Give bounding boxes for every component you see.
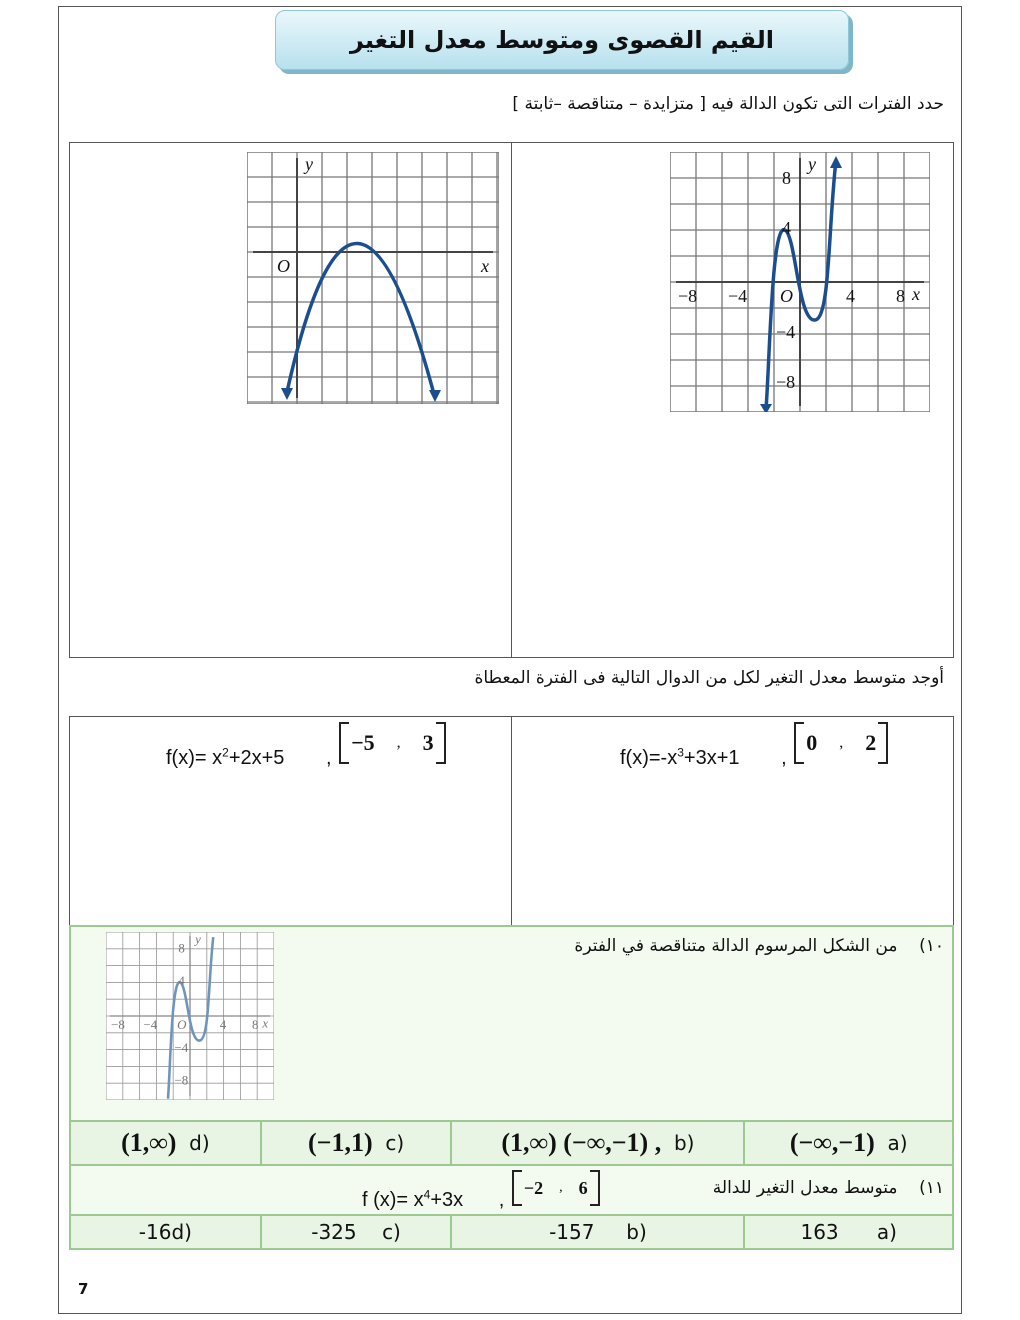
q10-x-tick: 4 bbox=[219, 1016, 227, 1032]
fn-exponent: 3 bbox=[677, 745, 684, 760]
option-value: -157 bbox=[549, 1220, 595, 1244]
cubic-x-tick: 4 bbox=[846, 286, 855, 306]
q11-options bbox=[69, 1214, 954, 1250]
option-letter: b) bbox=[626, 1220, 647, 1244]
q10-text: من الشكل المرسوم الدالة متناقصة في الفترة bbox=[574, 936, 898, 956]
parabola-y-label: y bbox=[305, 154, 313, 174]
cubic-y-tick: −4 bbox=[776, 322, 796, 342]
option-value: (−∞,−1) bbox=[789, 1128, 875, 1157]
option-value: -325 bbox=[311, 1220, 357, 1244]
q11-function bbox=[362, 1170, 602, 1212]
interval-sep: , bbox=[839, 734, 844, 751]
q10-x-tick: −4 bbox=[143, 1016, 158, 1032]
option-value: -16 bbox=[138, 1220, 172, 1244]
interval-start: 0 bbox=[806, 730, 818, 755]
right-function bbox=[620, 722, 890, 770]
fn-text: f(x)= x bbox=[166, 747, 223, 769]
cubic-y-tick: −8 bbox=[776, 372, 796, 392]
fn-text: +3x+1 bbox=[683, 747, 740, 769]
cubic-x-tick: −8 bbox=[678, 286, 698, 306]
cubic-x-tick: 8 bbox=[896, 286, 905, 306]
parabola-x-label: x bbox=[481, 256, 489, 276]
option-value: 163 bbox=[800, 1220, 839, 1244]
q11-text: متوسط معدل التغير للدالة bbox=[712, 1178, 898, 1198]
q10-y-tick: 8 bbox=[178, 940, 185, 956]
interval-end: 2 bbox=[865, 730, 877, 755]
q11-option-d[interactable] bbox=[71, 1216, 260, 1248]
q10-y-tick: −8 bbox=[174, 1072, 189, 1088]
q11-option-a[interactable] bbox=[743, 1216, 952, 1248]
interval-sep: , bbox=[559, 1180, 563, 1195]
q10-number: ١٠) bbox=[919, 936, 944, 956]
left-interval bbox=[337, 722, 448, 764]
fn-text: +3x bbox=[430, 1189, 464, 1211]
q11-number: ١١) bbox=[919, 1178, 944, 1198]
option-letter: b) bbox=[673, 1131, 695, 1155]
q10-options bbox=[69, 1120, 954, 1166]
fn-exponent: 2 bbox=[222, 745, 229, 760]
cubic-y-tick: 8 bbox=[782, 168, 791, 188]
q10-y-label: y bbox=[195, 932, 201, 947]
instruction-average-rate: أوجد متوسط معدل التغير لكل من الدوال التالية فى الفترة المعطاة bbox=[474, 668, 944, 688]
q10-option-b[interactable] bbox=[450, 1122, 743, 1164]
q11-option-c[interactable] bbox=[260, 1216, 451, 1248]
option-value: (1,∞) (−∞,−1) , bbox=[501, 1128, 662, 1157]
fn-exponent: 4 bbox=[423, 1187, 431, 1202]
q10-y-tick: −4 bbox=[174, 1040, 189, 1056]
page-number: 7 bbox=[78, 1280, 89, 1298]
q10-option-a[interactable] bbox=[743, 1122, 952, 1164]
cubic-graph bbox=[670, 152, 930, 412]
interval-start: −2 bbox=[523, 1177, 544, 1198]
fn-comma: , bbox=[498, 1189, 505, 1211]
q10-option-c[interactable] bbox=[260, 1122, 451, 1164]
interval-start: −5 bbox=[351, 730, 375, 755]
q11-option-b[interactable] bbox=[450, 1216, 743, 1248]
right-interval bbox=[792, 722, 890, 764]
fn-text: f(x)=-x bbox=[620, 747, 678, 769]
q10-y-tick: 4 bbox=[178, 972, 185, 988]
option-value: (1,∞) bbox=[121, 1128, 177, 1157]
interval-sep: , bbox=[396, 734, 401, 751]
interval-end: 3 bbox=[422, 730, 434, 755]
parabola-graph bbox=[247, 152, 499, 404]
option-letter: a) bbox=[887, 1131, 908, 1155]
cubic-y-label: y bbox=[808, 154, 816, 174]
fn-text: f (x)= x bbox=[362, 1189, 424, 1211]
q11-prompt bbox=[660, 1178, 944, 1198]
q10-x-tick: −8 bbox=[111, 1016, 125, 1032]
q10-origin-label: O bbox=[177, 1016, 187, 1032]
interval-end: 6 bbox=[578, 1177, 588, 1198]
fn-comma: , bbox=[325, 747, 332, 769]
title-banner bbox=[275, 10, 849, 70]
cubic-x-label: x bbox=[912, 284, 920, 304]
fn-comma: , bbox=[781, 747, 787, 769]
option-letter: d) bbox=[171, 1220, 192, 1244]
cubic-x-tick: −4 bbox=[728, 286, 748, 306]
q11-interval bbox=[510, 1170, 602, 1206]
option-value: (−1,1) bbox=[307, 1128, 373, 1157]
option-letter: d) bbox=[189, 1131, 210, 1155]
instruction-intervals: حدد الفترات التى تكون الدالة فيه [ متزايدة – متناقصة –ثابتة ] bbox=[512, 94, 944, 114]
parabola-origin-label: O bbox=[277, 256, 290, 276]
option-letter: a) bbox=[876, 1220, 897, 1244]
q10-x-tick: 8 bbox=[252, 1016, 259, 1032]
cubic-y-tick: 4 bbox=[782, 218, 791, 238]
page-title: القيم القصوى ومتوسط معدل التغير bbox=[349, 26, 775, 54]
q10-graph bbox=[106, 932, 274, 1100]
option-letter: c) bbox=[382, 1220, 401, 1244]
cubic-origin-label: O bbox=[780, 286, 793, 306]
left-function bbox=[166, 722, 448, 770]
q10-prompt bbox=[500, 936, 944, 956]
option-letter: c) bbox=[385, 1131, 405, 1155]
q10-option-d[interactable] bbox=[71, 1122, 260, 1164]
q10-x-label: x bbox=[262, 1015, 269, 1031]
fn-text: +2x+5 bbox=[228, 747, 285, 769]
